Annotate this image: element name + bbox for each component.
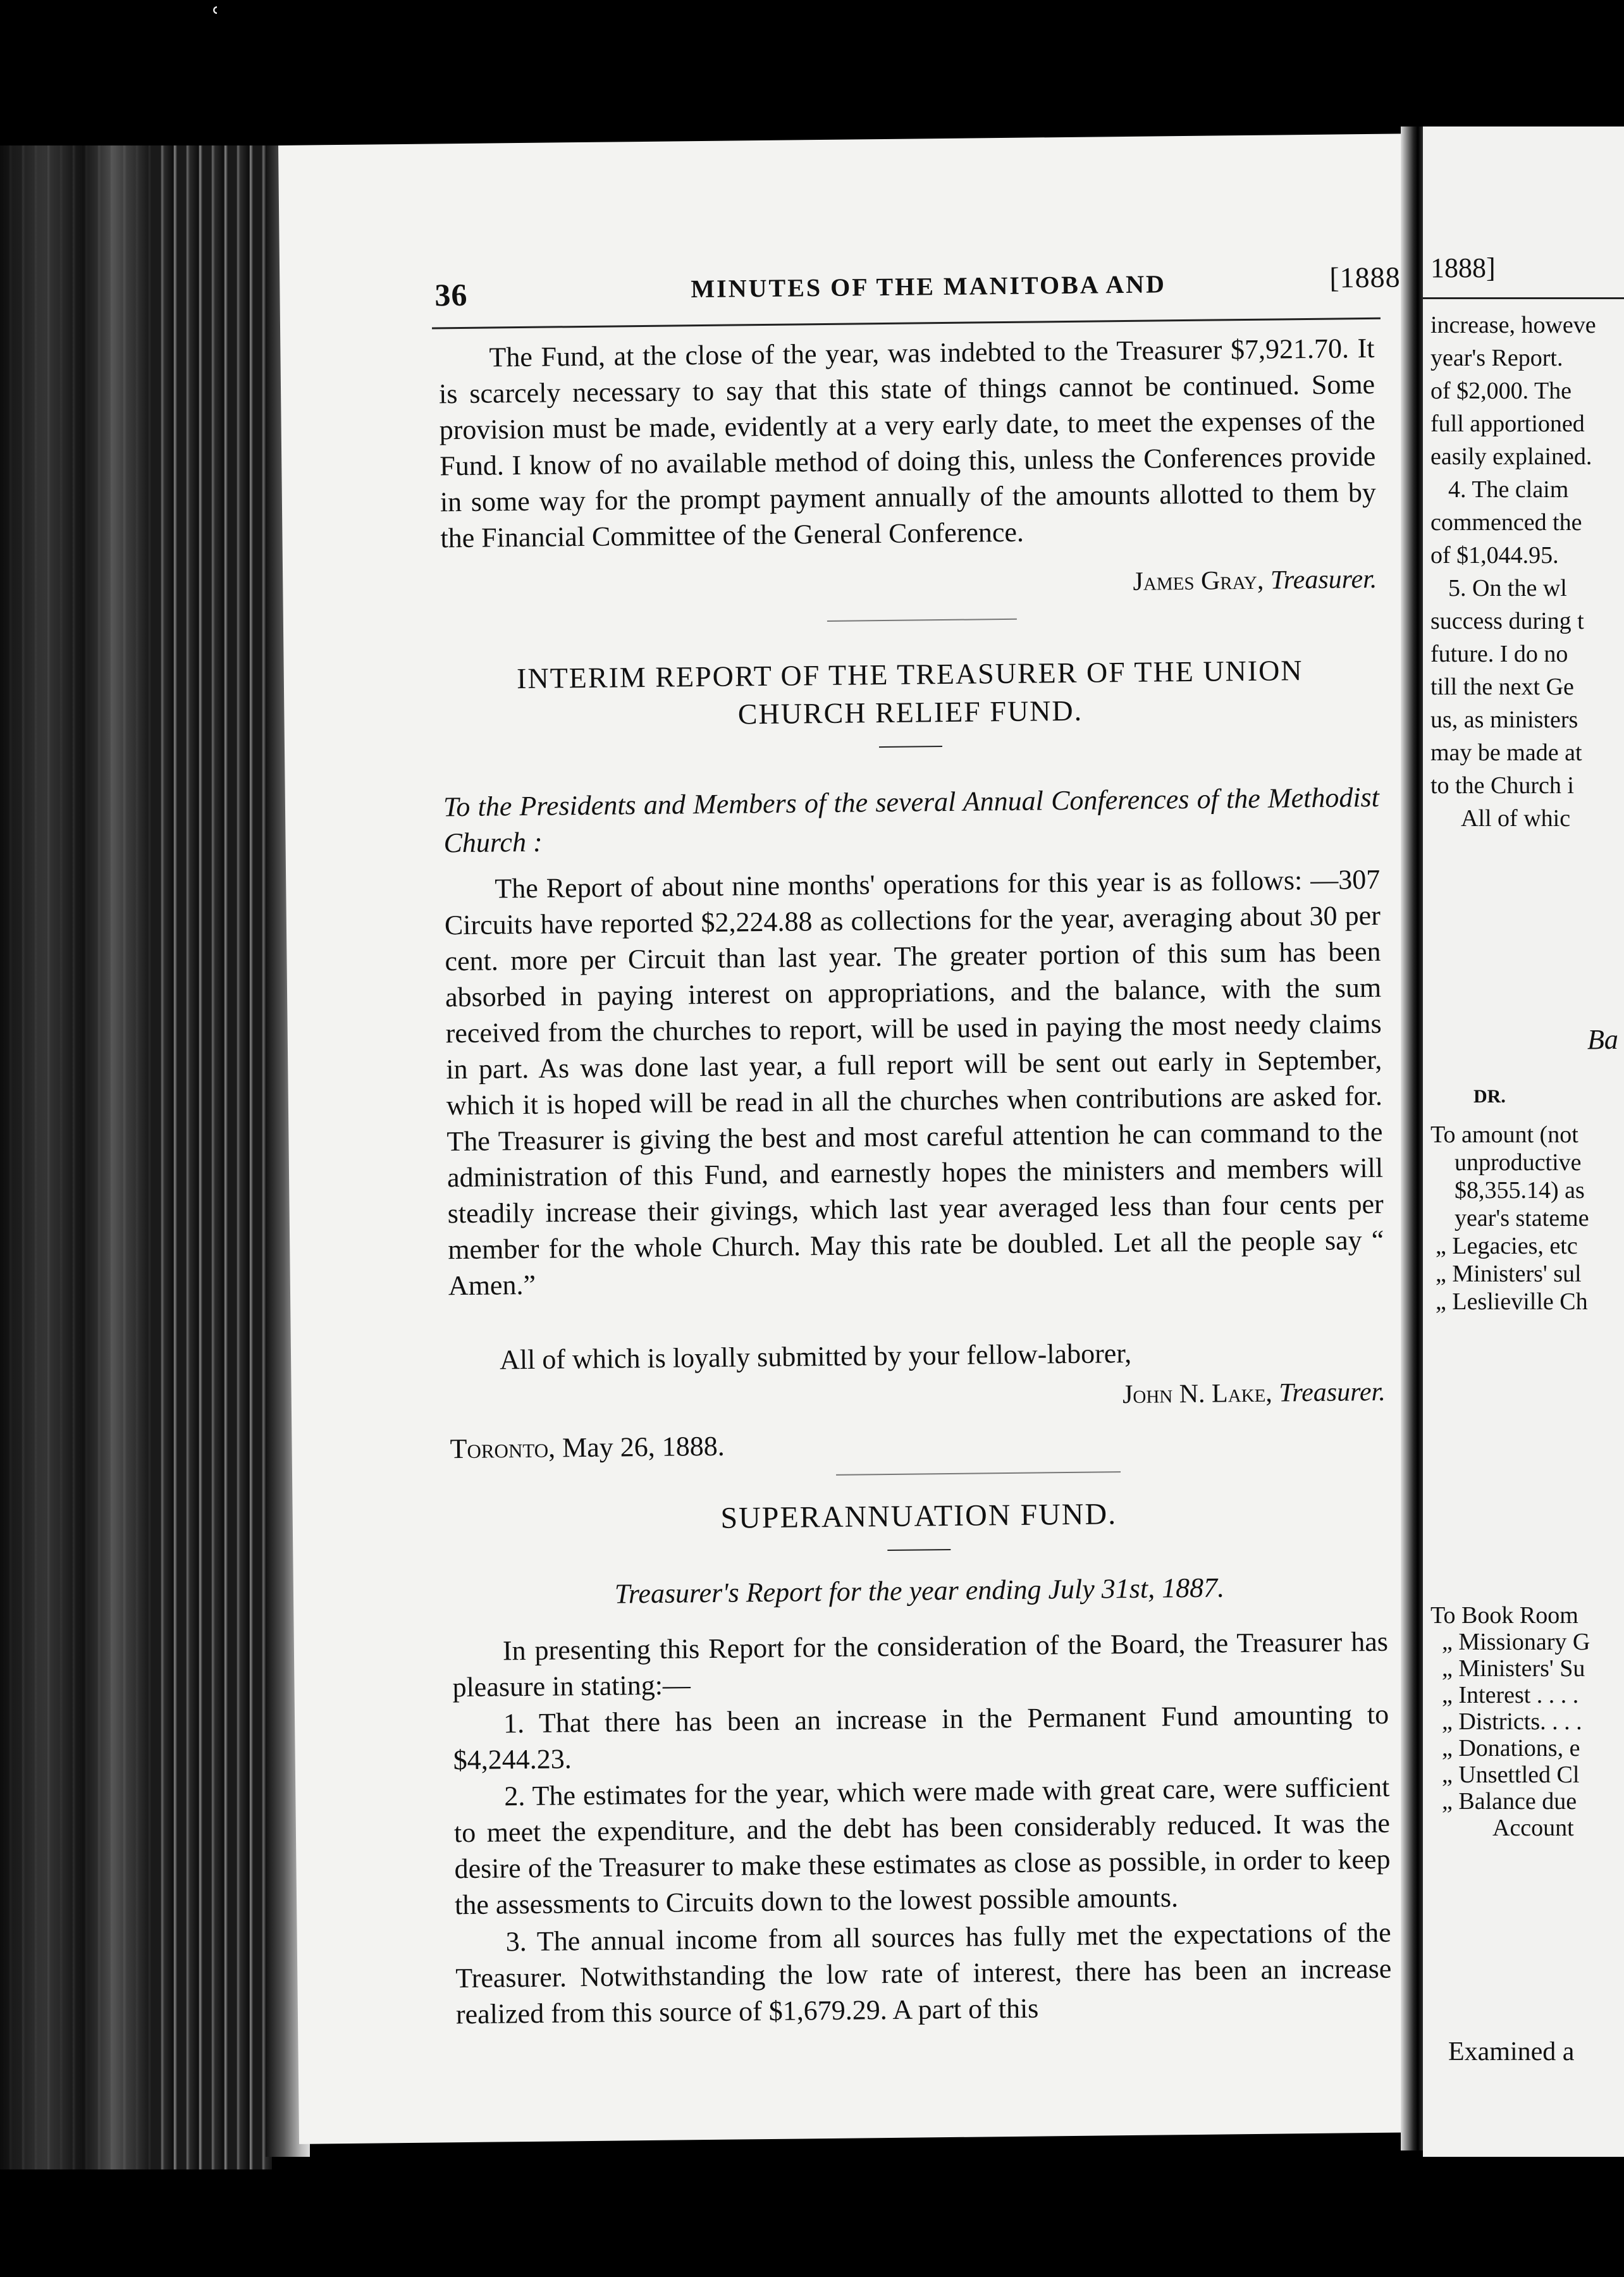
title-dash (887, 1549, 950, 1551)
left-page (278, 133, 1431, 2144)
ledger-line: To Book Room (1430, 1602, 1578, 1629)
interim-report-paragraph: The Report of about nine months' operations for this year is as follows: —307 Circuits have reported $2,224.88 as collections for the year, averaging about 30 per cent. more per Circuit than last year. The greater portion of this sum has been absorbed in paying interest on appropriations, and the balance, with the sum received from the churches to report, will be used in paying the most needy claims in part. As was done last year, a full report will be sent out early in September, which it is hoped will be read in all the churches when contributions are asked for. The Treasurer is giving the best and most careful attention he can command to the administration of this Fund, and earnestly hopes the ministers and members will steadily increase their givings, which last year averaged less than four cents per member for the whole Church. May this rate be doubled. Let all the people say “ Amen.” (444, 863, 1384, 1302)
right-line: full apportioned (1430, 410, 1585, 437)
interim-report-title-line2: CHURCH RELIEF FUND. (737, 694, 1083, 731)
ledger-line: „ Leslieville Ch (1436, 1288, 1588, 1315)
superannuation-title: SUPERANNUATION FUND. (720, 1497, 1117, 1535)
item-2: 2. The estimates for the year, which were made with great care, were sufficient to meet the expenditure, and the debt has been considerably reduced. It was the desire of the Treasurer to make these estimates as close as possible, in order to keep the assessments to Circuits down to the lowest possible amounts. (453, 1771, 1391, 1921)
signature-name: James Gray, (1133, 565, 1264, 596)
item-1: 1. That there has been an increase in the Permanent Fund amounting to $4,244.23. (453, 1698, 1389, 1776)
signature-james-gray (1133, 564, 1377, 597)
right-line: success during t (1430, 608, 1584, 634)
ledger-line: „ Missionary G (1442, 1629, 1590, 1655)
salutation: To the Presidents and Members of the several Annual Conferences of the Methodist Church : (443, 781, 1380, 859)
right-line: 4. The claim (1448, 476, 1569, 503)
right-line: of $1,044.95. (1430, 542, 1559, 569)
ledger-line: „ Interest . . . . (1442, 1682, 1579, 1708)
treasurer-report-subtitle: Treasurer's Report for the year ending July 31st, 1887. (614, 1572, 1225, 1610)
signature-title: Treasurer. (1270, 564, 1377, 595)
ledger-line: Account (1492, 1815, 1574, 1841)
ledger-line: „ Unsettled Cl (1442, 1762, 1580, 1788)
header-year: [1888 (1329, 261, 1401, 294)
section-superannuation-fund (451, 1494, 1392, 2030)
right-header-year: 1888] (1430, 252, 1496, 283)
intro-paragraph: In presenting this Report for the consideration of the Board, the Treasurer has pleasure in stating:— (452, 1626, 1389, 1703)
ledger-line: „ Legacies, etc (1436, 1233, 1578, 1259)
ledger-line: „ Balance due (1442, 1788, 1577, 1815)
right-line: commenced the (1430, 509, 1582, 536)
section-general-fund (438, 330, 1377, 596)
ledger-line: „ Ministers' sul (1436, 1261, 1582, 1287)
signature-name: John N. Lake, (1122, 1378, 1273, 1410)
book-page-edges-dark (0, 145, 152, 2169)
section-union-church-relief (442, 653, 1386, 1465)
ledger-line: To amount (not (1430, 1121, 1578, 1148)
ledger-line: year's stateme (1455, 1205, 1589, 1231)
right-dr-label: DR. (1473, 1086, 1506, 1107)
right-line: easily explained. (1430, 443, 1592, 470)
signature-john-lake (1123, 1377, 1386, 1410)
scan-mark: ʿ (209, 1, 221, 42)
right-header-rule (1423, 297, 1624, 299)
interim-report-title-line1: INTERIM REPORT OF THE TREASURER OF THE UNION (516, 654, 1303, 695)
right-page-fragment (1423, 126, 1624, 2157)
ledger-line: „ Districts. . . . (1442, 1708, 1582, 1735)
place-date (450, 1426, 956, 1467)
place: Toronto, (450, 1432, 556, 1465)
item-3: 3. The annual income from all sources has fully met the expectations of the Treasurer. Notwithstanding the low rate of interest, there has been an increase realized from this source of $1,679.29. A part of this (455, 1916, 1392, 2030)
page-number: 36 (434, 276, 468, 313)
right-examined-line: Examined a (1448, 2037, 1575, 2066)
closing-line: All of which is loyally submitted by your fellow-laborer, (499, 1337, 1132, 1376)
right-line: till the next Ge (1430, 674, 1574, 700)
right-line: year's Report. (1430, 345, 1563, 371)
running-title: MINUTES OF THE MANITOBA AND (691, 269, 1167, 304)
ledger-line: unproductive (1455, 1149, 1582, 1176)
section-divider (827, 619, 1017, 622)
date: May 26, 1888. (562, 1430, 725, 1464)
right-ba-heading: Ba (1587, 1024, 1618, 1055)
right-line: to the Church i (1430, 772, 1574, 799)
right-line: of $2,000. The (1430, 378, 1572, 404)
title-dash (879, 746, 942, 748)
signature-title: Treasurer. (1279, 1377, 1386, 1408)
general-fund-paragraph: The Fund, at the close of the year, was indebted to the Treasurer $7,921.70. It is scarcely necessary to say that this state of things cannot be continued. Some provision must be made, evidently at a very early date, to meet the expenses of the Fund. I know of no available method of doing this, unless the Conferences provide in some way for the prompt payment annually of the amounts allotted to them by the Financial Committee of the General Conference. (438, 332, 1377, 554)
header-rule (432, 318, 1381, 330)
right-line: increase, howeve (1430, 312, 1596, 338)
section-divider (836, 1471, 1121, 1476)
ledger-line: „ Ministers' Su (1442, 1655, 1585, 1682)
right-line: 5. On the wl (1448, 575, 1567, 602)
right-line: future. I do no (1430, 641, 1568, 667)
right-line: All of whic (1461, 805, 1571, 832)
ledger-line: „ Donations, e (1442, 1735, 1580, 1762)
ledger-line: $8,355.14) as (1455, 1177, 1585, 1204)
right-line: us, as ministers (1430, 707, 1578, 733)
right-line: may be made at (1430, 739, 1582, 766)
